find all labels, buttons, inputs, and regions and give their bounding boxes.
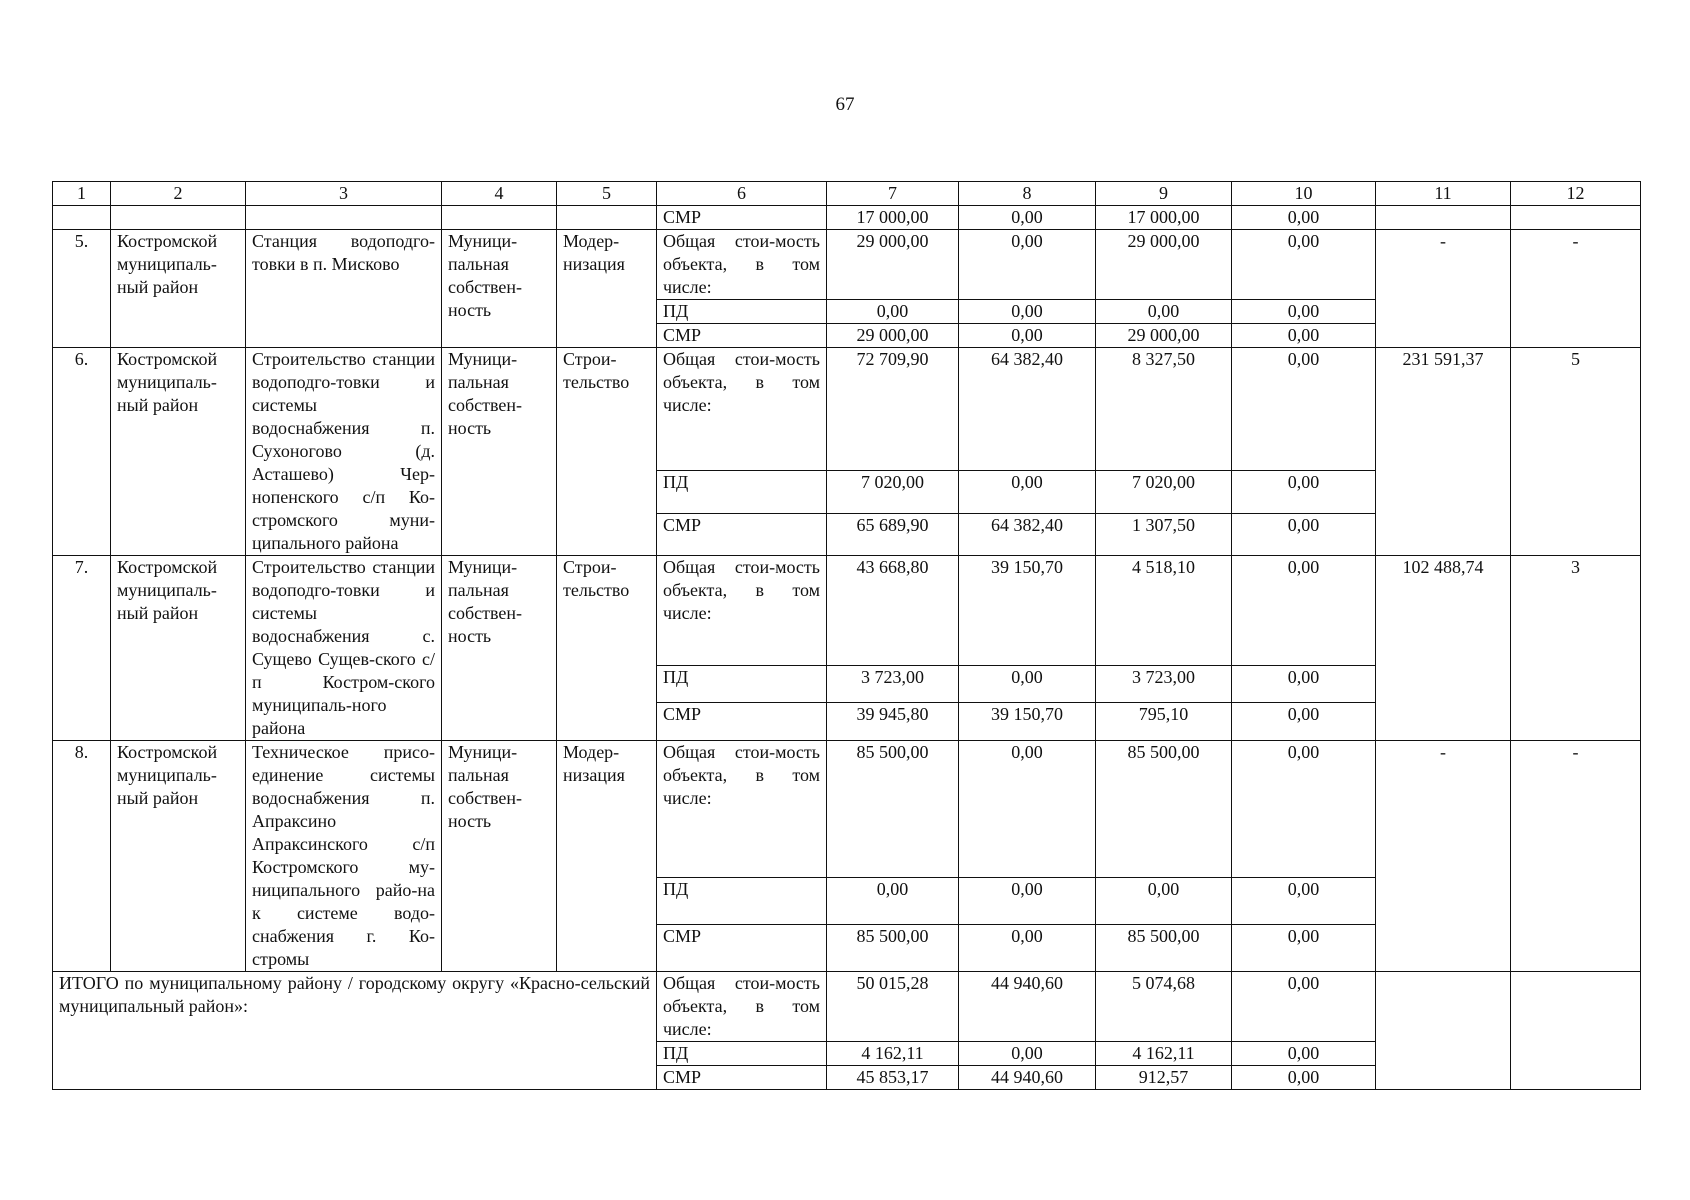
value-cell: 0,00	[959, 665, 1096, 703]
cost-label: СМР	[657, 513, 827, 555]
value-cell: 0,00	[1232, 324, 1376, 348]
value-cell: 85 500,00	[827, 741, 959, 878]
value-cell: 0,00	[1232, 471, 1376, 513]
district-cell: Костромской муниципаль-ный район	[111, 230, 246, 348]
value-cell: 3	[1511, 556, 1641, 741]
table-row	[53, 556, 1641, 666]
total-cost-label: Общая стои-мость объекта, в том числе:	[657, 348, 827, 471]
page-number: 67	[835, 94, 855, 115]
value-cell: 795,10	[1096, 703, 1232, 741]
value-cell: 231 591,37	[1376, 348, 1511, 556]
row-number: 8.	[53, 741, 111, 972]
value-cell: 0,00	[1096, 878, 1232, 925]
cost-label: ПД	[657, 300, 827, 324]
value-cell: 0,00	[827, 300, 959, 324]
value-cell: 5	[1511, 348, 1641, 556]
value-cell: 0,00	[959, 471, 1096, 513]
object-cell: Техническое присо-единение системы водоснабжения п. Апраксино Апраксинского с/п Костромского му-ниципального райо-на к системе водо-снабжения г. Ко-стромы	[246, 741, 442, 972]
value-cell: 0,00	[959, 878, 1096, 925]
work-type-cell: Модер-низация	[557, 741, 657, 972]
value-cell: 4 518,10	[1096, 556, 1232, 666]
value-cell: 0,00	[959, 1042, 1096, 1066]
value-cell: 85 500,00	[827, 925, 959, 972]
value-cell: -	[1511, 741, 1641, 972]
investment-table	[52, 181, 1641, 1090]
value-cell: 7 020,00	[1096, 471, 1232, 513]
column-header: 2	[111, 182, 246, 206]
totals-row	[53, 972, 1641, 1042]
value-cell: 44 940,60	[959, 972, 1096, 1042]
cost-label: ПД	[657, 471, 827, 513]
column-header: 10	[1232, 182, 1376, 206]
column-header: 11	[1376, 182, 1511, 206]
table-row	[53, 230, 1641, 300]
work-type-cell: Модер-низация	[557, 230, 657, 348]
value-cell: 0,00	[1232, 1066, 1376, 1090]
value-cell: 4 162,11	[827, 1042, 959, 1066]
value-cell: 0,00	[827, 878, 959, 925]
total-cost-label: Общая стои-мость объекта, в том числе:	[657, 556, 827, 666]
table-row	[53, 348, 1641, 471]
ownership-cell: Муници-пальная собствен-ность	[442, 556, 557, 741]
value-cell: 39 150,70	[959, 556, 1096, 666]
value-cell: 0,00	[1232, 665, 1376, 703]
value-cell: 85 500,00	[1096, 741, 1232, 878]
object-cell: Строительство станции водоподго-товки и системы водоснабжения п. Сухоногово (д. Асташево) Чер-нопенского с/п Ко-стромского муни-ципального района	[246, 348, 442, 556]
value-cell: -	[1511, 230, 1641, 348]
continuation-row	[53, 206, 1641, 230]
value-cell: 0,00	[1232, 741, 1376, 878]
total-cost-label: Общая стои-мость объекта, в том числе:	[657, 972, 827, 1042]
totals-label: ИТОГО по муниципальному району / городскому округу «Красно-сельский муниципальный район»:	[53, 972, 657, 1090]
value-cell: 43 668,80	[827, 556, 959, 666]
cost-label: СМР	[657, 324, 827, 348]
value-cell: 29 000,00	[1096, 230, 1232, 300]
ownership-cell: Муници-пальная собствен-ность	[442, 348, 557, 556]
district-cell: Костромской муниципаль-ный район	[111, 741, 246, 972]
cost-label: ПД	[657, 878, 827, 925]
row-number: 6.	[53, 348, 111, 556]
value-cell: 912,57	[1096, 1066, 1232, 1090]
column-header: 8	[959, 182, 1096, 206]
value-cell: 0,00	[959, 206, 1096, 230]
value-cell: 0,00	[1232, 206, 1376, 230]
value-cell: 0,00	[959, 300, 1096, 324]
object-cell: Строительство станции водоподго-товки и системы водоснабжения с. Сущево Сущев-ского с/п Костром-ского муниципаль-ного района	[246, 556, 442, 741]
value-cell: 44 940,60	[959, 1066, 1096, 1090]
cost-label: ПД	[657, 1042, 827, 1066]
total-cost-label: Общая стои-мость объекта, в том числе:	[657, 230, 827, 300]
value-cell: 8 327,50	[1096, 348, 1232, 471]
value-cell: 0,00	[1232, 230, 1376, 300]
ownership-cell: Муници-пальная собствен-ность	[442, 741, 557, 972]
value-cell: 72 709,90	[827, 348, 959, 471]
value-cell: 65 689,90	[827, 513, 959, 555]
value-cell: 50 015,28	[827, 972, 959, 1042]
value-cell: 4 162,11	[1096, 1042, 1232, 1066]
value-cell: -	[1376, 230, 1511, 348]
value-cell: 0,00	[1232, 300, 1376, 324]
value-cell: 102 488,74	[1376, 556, 1511, 741]
column-header: 1	[53, 182, 111, 206]
value-cell: 0,00	[959, 741, 1096, 878]
total-cost-label: Общая стои-мость объекта, в том числе:	[657, 741, 827, 878]
value-cell: 29 000,00	[827, 230, 959, 300]
column-number-row	[53, 182, 1641, 206]
work-type-cell: Строи-тельство	[557, 348, 657, 556]
column-header: 3	[246, 182, 442, 206]
value-cell: 0,00	[1232, 703, 1376, 741]
value-cell: 0,00	[959, 925, 1096, 972]
cost-label: ПД	[657, 665, 827, 703]
value-cell: 3 723,00	[827, 665, 959, 703]
row-number: 7.	[53, 556, 111, 741]
value-cell: 0,00	[1232, 513, 1376, 555]
row-number: 5.	[53, 230, 111, 348]
column-header: 7	[827, 182, 959, 206]
value-cell: 17 000,00	[827, 206, 959, 230]
value-cell: 39 150,70	[959, 703, 1096, 741]
ownership-cell: Муници-пальная собствен-ность	[442, 230, 557, 348]
cost-label: СМР	[657, 206, 827, 230]
table-row	[53, 741, 1641, 878]
value-cell: 0,00	[1232, 972, 1376, 1042]
value-cell: 39 945,80	[827, 703, 959, 741]
value-cell: 29 000,00	[1096, 324, 1232, 348]
column-header: 12	[1511, 182, 1641, 206]
cost-label: СМР	[657, 1066, 827, 1090]
value-cell: 0,00	[959, 324, 1096, 348]
cost-label: СМР	[657, 925, 827, 972]
value-cell: 17 000,00	[1096, 206, 1232, 230]
district-cell: Костромской муниципаль-ный район	[111, 556, 246, 741]
district-cell: Костромской муниципаль-ный район	[111, 348, 246, 556]
work-type-cell: Строи-тельство	[557, 556, 657, 741]
value-cell: 5 074,68	[1096, 972, 1232, 1042]
object-cell: Станция водоподго-товки в п. Мисково	[246, 230, 442, 348]
value-cell: 0,00	[1232, 1042, 1376, 1066]
value-cell: 85 500,00	[1096, 925, 1232, 972]
column-header: 4	[442, 182, 557, 206]
column-header: 9	[1096, 182, 1232, 206]
value-cell: 0,00	[1232, 925, 1376, 972]
value-cell: 1 307,50	[1096, 513, 1232, 555]
value-cell: 3 723,00	[1096, 665, 1232, 703]
value-cell: 64 382,40	[959, 348, 1096, 471]
value-cell: 0,00	[1232, 878, 1376, 925]
value-cell: 0,00	[1096, 300, 1232, 324]
value-cell: 64 382,40	[959, 513, 1096, 555]
column-header: 5	[557, 182, 657, 206]
value-cell: 0,00	[1232, 348, 1376, 471]
value-cell: 7 020,00	[827, 471, 959, 513]
value-cell: 0,00	[1232, 556, 1376, 666]
value-cell: 0,00	[959, 230, 1096, 300]
cost-label: СМР	[657, 703, 827, 741]
value-cell: 45 853,17	[827, 1066, 959, 1090]
value-cell: 29 000,00	[827, 324, 959, 348]
value-cell: -	[1376, 741, 1511, 972]
column-header: 6	[657, 182, 827, 206]
